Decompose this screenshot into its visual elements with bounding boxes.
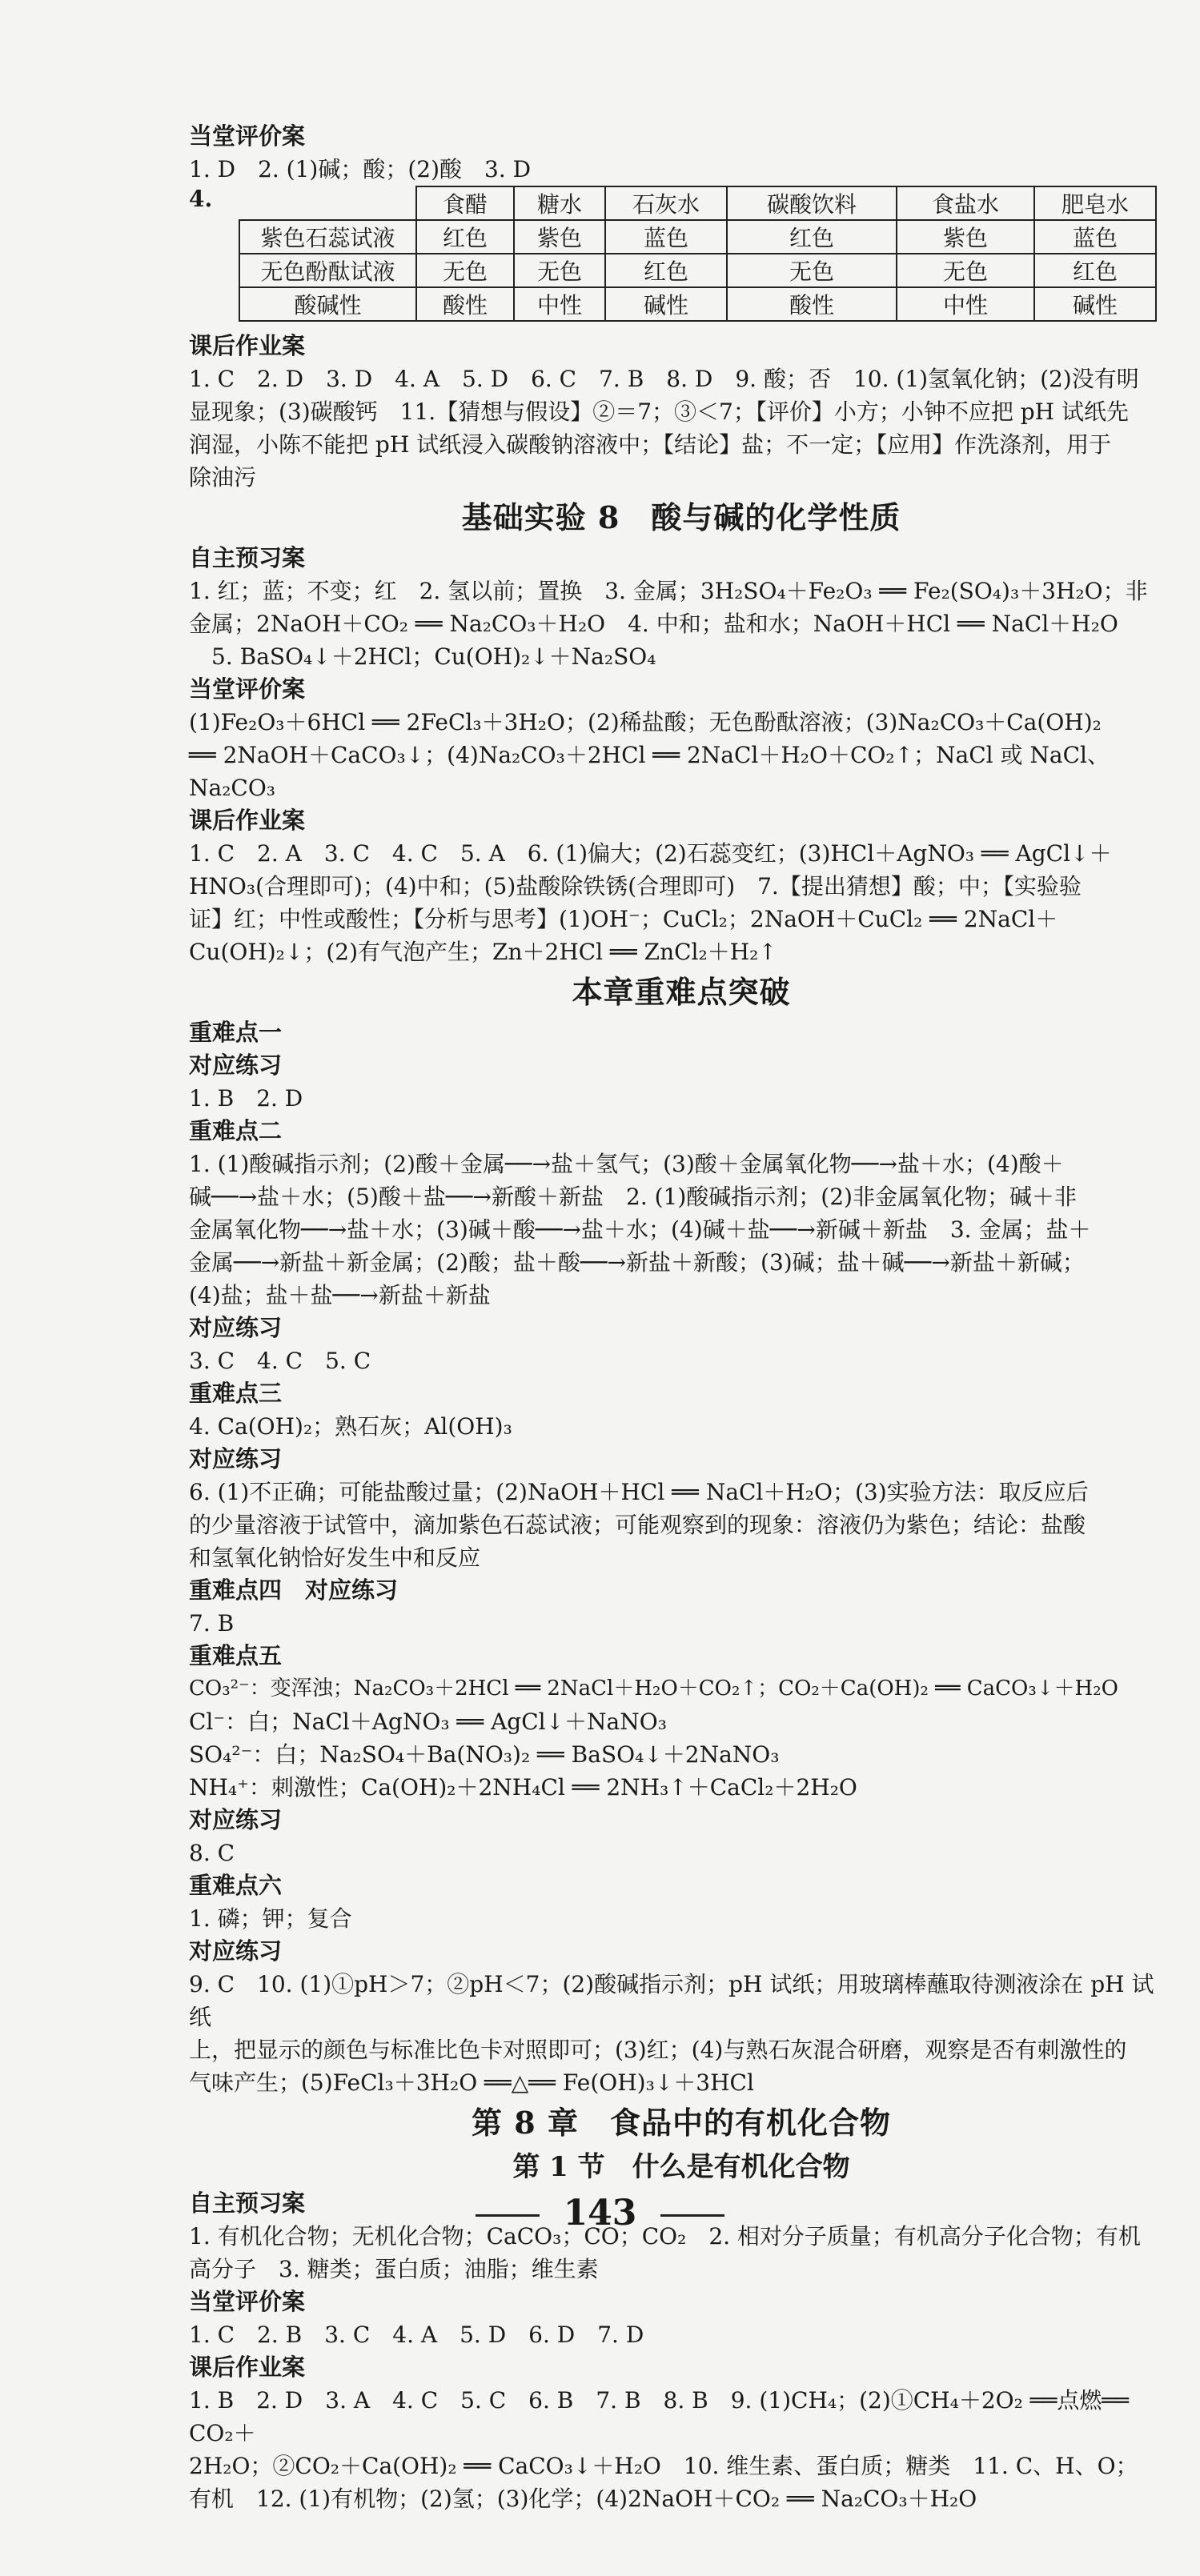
- section-heading: 自主预习案: [189, 544, 306, 571]
- answer-line: SO₄²⁻：白；Na₂SO₄＋Ba(NO₃)₂ ══ BaSO₄↓＋2NaNO₃: [189, 1741, 780, 1768]
- answer-line: CO₃²⁻：变浑浊；Na₂CO₃＋2HCl ══ 2NaCl＋H₂O＋CO₂↑；CO₂＋Ca(OH)₂ ══ CaCO₃↓＋H₂O: [189, 1677, 1118, 1701]
- section-heading: 课后作业案: [189, 2354, 306, 2381]
- answer-line: Na₂CO₃: [189, 775, 276, 801]
- answer-line: 碱──→盐＋水；(5)酸＋盐──→新酸＋新盐 2. (1)酸碱指示剂；(2)非金属氧化物；碱＋非: [189, 1184, 1077, 1210]
- table-cell: 蓝色: [1034, 220, 1156, 254]
- section-heading: 自主预习案: [189, 2189, 306, 2217]
- experiment-title: 基础实验 8 酸与碱的化学性质: [461, 499, 901, 535]
- section-heading: 当堂评价案: [189, 122, 306, 150]
- section-subheading: 对应练习: [189, 1052, 283, 1079]
- answer-line: 8. C: [189, 1840, 235, 1866]
- page-number-dash-left: [476, 2214, 540, 2217]
- answer-line: 除油污: [189, 464, 257, 491]
- question-number: 4.: [189, 186, 213, 212]
- answer-line: 7. B: [189, 1610, 235, 1637]
- table-cell: 无色: [897, 254, 1034, 287]
- section-heading: 重难点一: [189, 1019, 283, 1046]
- table-cell: 中性: [897, 287, 1034, 321]
- answer-line: HNO₃(合理即可)；(4)中和；(5)盐酸除铁锈(合理即可) 7.【提出猜想】酸；中；【实验验: [189, 873, 1082, 899]
- answer-line: 5. BaSO₄↓＋2HCl；Cu(OH)₂↓＋Na₂SO₄: [189, 643, 656, 670]
- table-cell: 酸性: [727, 287, 897, 321]
- chapter-title: 第 8 章 食品中的有机化合物: [472, 2105, 891, 2141]
- section-subheading: 对应练习: [189, 1314, 283, 1341]
- answer-line: 9. C 10. (1)①pH＞7；②pH＜7；(2)酸碱指示剂；pH 试纸；用玻璃棒蘸取待测液涂在 pH 试纸: [189, 1971, 1154, 2030]
- table-cell: 蓝色: [605, 220, 727, 254]
- table-cell: 无色: [416, 254, 514, 287]
- answer-line: 4. Ca(OH)₂；熟石灰；Al(OH)₃: [189, 1413, 512, 1440]
- answer-line: 1. 有机化合物；无机化合物；CaCO₃；CO；CO₂ 2. 相对分子质量；有机高分子化合物；有机: [189, 2223, 1141, 2249]
- section-heading: 重难点三: [189, 1380, 283, 1407]
- answer-line: 1. C 2. B 3. C 4. A 5. D 6. D 7. D: [189, 2322, 644, 2348]
- table-row: [239, 220, 1156, 254]
- table-cell: 酸性: [416, 287, 514, 321]
- answer-line: 3. C 4. C 5. C: [189, 1348, 371, 1374]
- question-4: [189, 186, 1174, 330]
- table-cell: 石灰水: [605, 186, 727, 220]
- table-cell: 糖水: [514, 186, 605, 220]
- answer-line: 有机 12. (1)有机物；(2)氢；(3)化学；(4)2NaOH＋CO₂ ══ Na₂CO₃＋H₂O: [189, 2486, 977, 2512]
- answer-line: 证】红；中性或酸性；【分析与思考】(1)OH⁻；CuCl₂；2NaOH＋CuCl₂ ══ 2NaCl＋: [189, 906, 1058, 932]
- table-row: [239, 254, 1156, 287]
- answer-line: 1. 磷；钾；复合: [189, 1905, 352, 1932]
- chapter-review-title: 本章重难点突破: [572, 974, 791, 1010]
- page-number-text: 143: [563, 2193, 637, 2233]
- answer-line: 1. D 2. (1)碱；酸；(2)酸 3. D: [189, 156, 532, 182]
- table-cell: 红色: [605, 254, 727, 287]
- table-cell: 肥皂水: [1034, 186, 1156, 220]
- table-row: [239, 287, 1156, 321]
- answer-line: 和氢氧化钠恰好发生中和反应: [189, 1544, 481, 1571]
- table-cell: 紫色: [897, 220, 1034, 254]
- answer-line: 金属氧化物──→盐＋水；(3)碱＋酸──→盐＋水；(4)碱＋盐──→新碱＋新盐 3. 金属；盐＋: [189, 1216, 1091, 1243]
- answer-line: 高分子 3. 糖类；蛋白质；油脂；维生素: [189, 2256, 599, 2282]
- table-cell: 无色酚酞试液: [239, 254, 416, 287]
- answer-line: 上，把显示的颜色与标准比色卡对照即可；(3)红；(4)与熟石灰混合研磨，观察是否有刺激性的: [189, 2037, 1127, 2063]
- page-number: [0, 2193, 1200, 2233]
- indicator-table: [239, 186, 1157, 322]
- section-heading: 重难点六: [189, 1872, 283, 1899]
- table-cell: 碱性: [1034, 287, 1156, 321]
- table-cell: 食醋: [416, 186, 514, 220]
- answer-line: 金属──→新盐＋新金属；(2)酸；盐＋酸──→新盐＋新酸；(3)碱；盐＋碱──→新盐＋新碱；: [189, 1249, 1085, 1276]
- answer-line: 1. B 2. D 3. A 4. C 5. C 6. B 7. B 8. B 9. (1)CH₄；(2)①CH₄＋2O₂ ══点燃══ CO₂＋: [189, 2387, 1130, 2446]
- table-cell: [239, 186, 416, 220]
- section-title: 第 1 节 什么是有机化合物: [512, 2151, 850, 2183]
- answer-line: Cl⁻：白；NaCl＋AgNO₃ ══ AgCl↓＋NaNO₃: [189, 1709, 667, 1735]
- section-heading: 重难点四 对应练习: [189, 1576, 399, 1604]
- answer-line: 2H₂O；②CO₂＋Ca(OH)₂ ══ CaCO₃↓＋H₂O 10. 维生素、蛋白质；糖类 11. C、H、O；: [189, 2453, 1138, 2479]
- section-subheading: 对应练习: [189, 1806, 283, 1833]
- answer-content: [189, 120, 1174, 2515]
- answer-line: 1. C 2. A 3. C 4. C 5. A 6. (1)偏大；(2)石蕊变红；(3)HCl＋AgNO₃ ══ AgCl↓＋: [189, 840, 1112, 867]
- section-heading: 重难点五: [189, 1642, 283, 1669]
- answer-line: 显现象；(3)碳酸钙 11.【猜想与假设】②＝7；③＜7；【评价】小方；小钟不应把 pH 试纸先: [189, 399, 1129, 425]
- answer-line: 1. B 2. D: [189, 1085, 303, 1112]
- page-number-dash-right: [660, 2214, 724, 2217]
- table-cell: 红色: [416, 220, 514, 254]
- table-header-row: [239, 186, 1156, 220]
- table-cell: 紫色石蕊试液: [239, 220, 416, 254]
- answer-line: (4)盐；盐＋盐──→新盐＋新盐: [189, 1282, 491, 1308]
- section-heading: 当堂评价案: [189, 675, 306, 703]
- section-heading: 重难点二: [189, 1117, 283, 1144]
- section-heading: 课后作业案: [189, 807, 306, 834]
- table-cell: 碱性: [605, 287, 727, 321]
- answer-line: 6. (1)不正确；可能盐酸过量；(2)NaOH＋HCl ══ NaCl＋H₂O；(3)实验方法：取反应后: [189, 1479, 1089, 1505]
- table-cell: 红色: [727, 220, 897, 254]
- answer-line: 1. C 2. D 3. D 4. A 5. D 6. C 7. B 8. D 9. 酸；否 10. (1)氢氧化钠；(2)没有明: [189, 366, 1139, 392]
- section-heading: 当堂评价案: [189, 2288, 306, 2315]
- answer-line: 1. 红；蓝；不变；红 2. 氢以前；置换 3. 金属；3H₂SO₄＋Fe₂O₃ ══ Fe₂(SO₄)₃＋3H₂O；非: [189, 578, 1148, 604]
- table-cell: 红色: [1034, 254, 1156, 287]
- answer-line: 的少量溶液于试管中，滴加紫色石蕊试液；可能观察到的现象：溶液仍为紫色；结论：盐酸: [189, 1512, 1086, 1538]
- table-cell: 无色: [514, 254, 605, 287]
- answer-line: Cu(OH)₂↓；(2)有气泡产生；Zn＋2HCl ══ ZnCl₂＋H₂↑: [189, 939, 777, 965]
- table-cell: 食盐水: [897, 186, 1034, 220]
- answer-line: ══ 2NaOH＋CaCO₃↓；(4)Na₂CO₃＋2HCl ══ 2NaCl＋H₂O＋CO₂↑；NaCl 或 NaCl、: [189, 742, 1110, 768]
- answer-line: 气味产生；(5)FeCl₃＋3H₂O ══△══ Fe(OH)₃↓＋3HCl: [189, 2069, 754, 2096]
- section-subheading: 对应练习: [189, 1445, 283, 1472]
- table-cell: 紫色: [514, 220, 605, 254]
- section-heading: 课后作业案: [189, 332, 306, 359]
- answer-line: (1)Fe₂O₃＋6HCl ══ 2FeCl₃＋3H₂O；(2)稀盐酸；无色酚酞溶液；(3)Na₂CO₃＋Ca(OH)₂: [189, 709, 1102, 735]
- table-cell: 无色: [727, 254, 897, 287]
- answer-line: 1. (1)酸碱指示剂；(2)酸＋金属──→盐＋氢气；(3)酸＋金属氧化物──→盐＋水；(4)酸＋: [189, 1151, 1064, 1177]
- table-cell: 碳酸饮料: [727, 186, 897, 220]
- answer-line: NH₄⁺：刺激性；Ca(OH)₂＋2NH₄Cl ══ 2NH₃↑＋CaCl₂＋2H₂O: [189, 1774, 857, 1801]
- answer-line: 金属；2NaOH＋CO₂ ══ Na₂CO₃＋H₂O 4. 中和；盐和水；NaOH＋HCl ══ NaCl＋H₂O: [189, 611, 1118, 637]
- section-subheading: 对应练习: [189, 1937, 283, 1965]
- answer-line: 润湿，小陈不能把 pH 试纸浸入碳酸钠溶液中；【结论】盐；不一定；【应用】作洗涤剂，用于: [189, 431, 1112, 458]
- table-cell: 酸碱性: [239, 287, 416, 321]
- table-cell: 中性: [514, 287, 605, 321]
